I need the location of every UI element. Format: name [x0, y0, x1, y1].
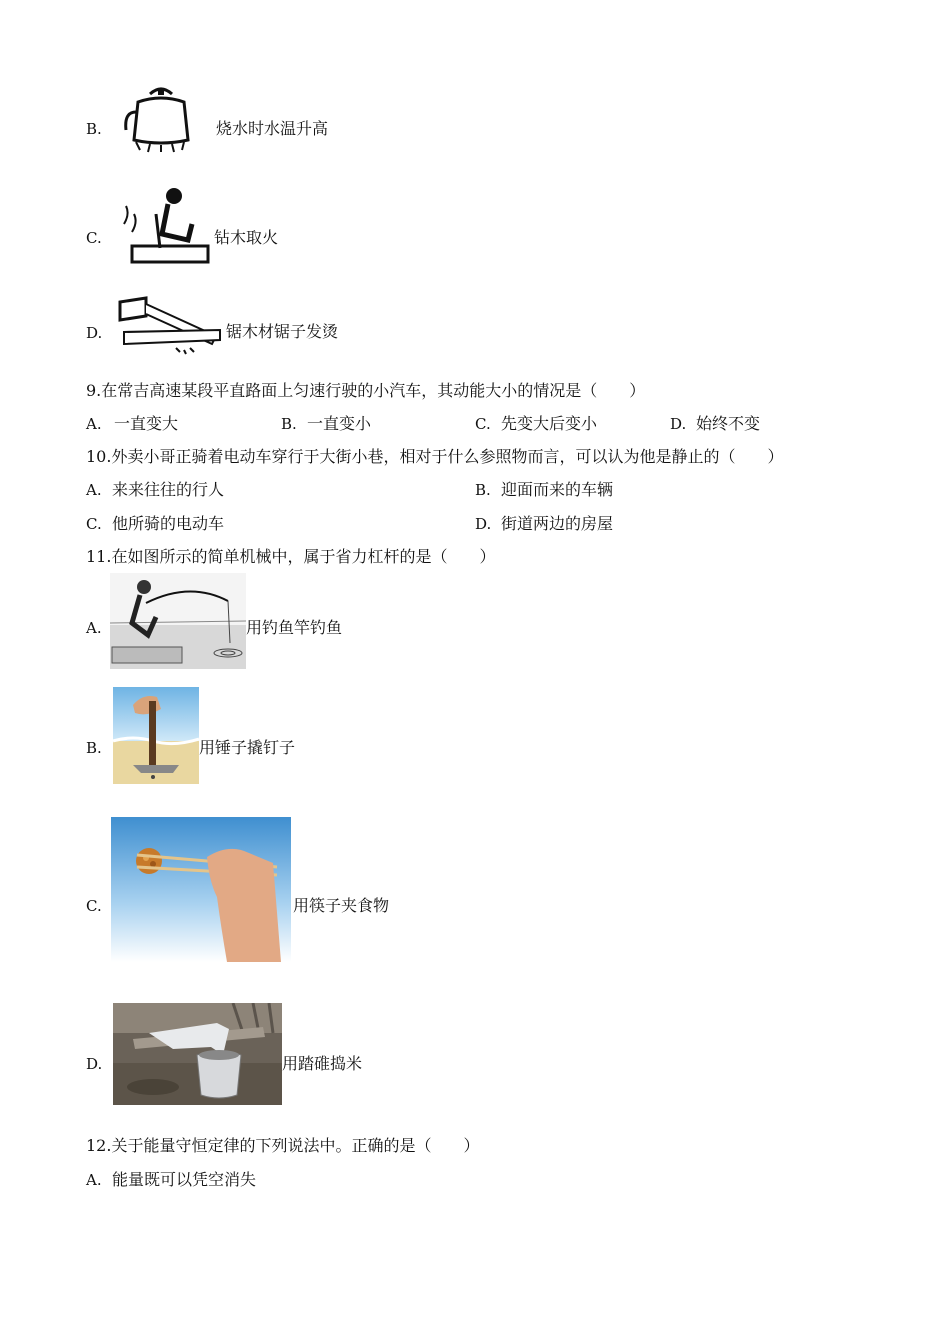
wood-drilling-icon [116, 184, 212, 268]
q10-option-a-text: 来来往往的行人 [112, 480, 225, 499]
q12-stem: 12.关于能量守恒定律的下列说法中。正确的是（ ） [86, 1136, 480, 1155]
q10-option-b-text: 迎面而来的车辆 [501, 480, 614, 499]
q10-option-c-letter: C. [86, 515, 102, 533]
q11-stem: 11.在如图所示的简单机械中，属于省力杠杆的是（ ） [86, 547, 496, 566]
q10-stem: 10.外卖小哥正骑着电动车穿行于大街小巷，相对于什么参照物而言，可以认为他是静止的（ ） [86, 447, 784, 466]
q9-option-b-text: 一直变小 [307, 414, 372, 433]
q12-option-a-letter: A. [86, 1171, 102, 1189]
q10-option-c-text: 他所骑的电动车 [112, 514, 225, 533]
q11-option-c-text: 用筷子夹食物 [293, 896, 390, 915]
q11-option-b-letter: B. [86, 739, 102, 757]
q11-option-c-letter: C. [86, 897, 102, 915]
q11-option-a-text: 用钓鱼竿钓鱼 [246, 618, 343, 637]
q8-option-c-letter: C. [86, 229, 102, 247]
treadle-pestle-photo [113, 1003, 282, 1105]
q9-stem: 9.在常吉高速某段平直路面上匀速行驶的小汽车，其动能大小的情况是（ ） [86, 381, 646, 400]
q10-option-a-letter: A. [86, 481, 102, 499]
q8-option-c-text: 钻木取火 [214, 228, 279, 247]
chopsticks-photo [111, 817, 291, 962]
q8-option-d-text: 锯木材锯子发烫 [226, 322, 339, 341]
q9-option-c-text: 先变大后变小 [501, 414, 598, 433]
q9-option-d-letter: D. [670, 415, 687, 433]
fishing-rod-photo [110, 573, 246, 669]
q10-option-d-text: 街道两边的房屋 [501, 514, 614, 533]
q9-option-c-letter: C. [475, 415, 491, 433]
q9-option-d-text: 始终不变 [696, 414, 761, 433]
q9-option-b-letter: B. [281, 415, 297, 433]
hammer-photo [113, 687, 199, 784]
q9-option-a-text: 一直变大 [114, 414, 179, 433]
q12-option-a-text: 能量既可以凭空消失 [112, 1170, 257, 1189]
q10-option-d-letter: D. [475, 515, 492, 533]
q11-option-a-letter: A. [86, 619, 102, 637]
q9-option-a-letter: A. [86, 415, 102, 433]
q10-option-b-letter: B. [475, 481, 491, 499]
q11-option-d-letter: D. [86, 1055, 103, 1073]
kettle-icon [120, 82, 202, 154]
q8-option-b-letter: B. [86, 120, 102, 138]
saw-icon [116, 292, 222, 360]
q8-option-b-text: 烧水时水温升高 [216, 119, 329, 138]
q11-option-d-text: 用踏碓捣米 [282, 1054, 363, 1073]
q8-option-d-letter: D. [86, 324, 103, 342]
q11-option-b-text: 用锤子撬钉子 [199, 738, 296, 757]
